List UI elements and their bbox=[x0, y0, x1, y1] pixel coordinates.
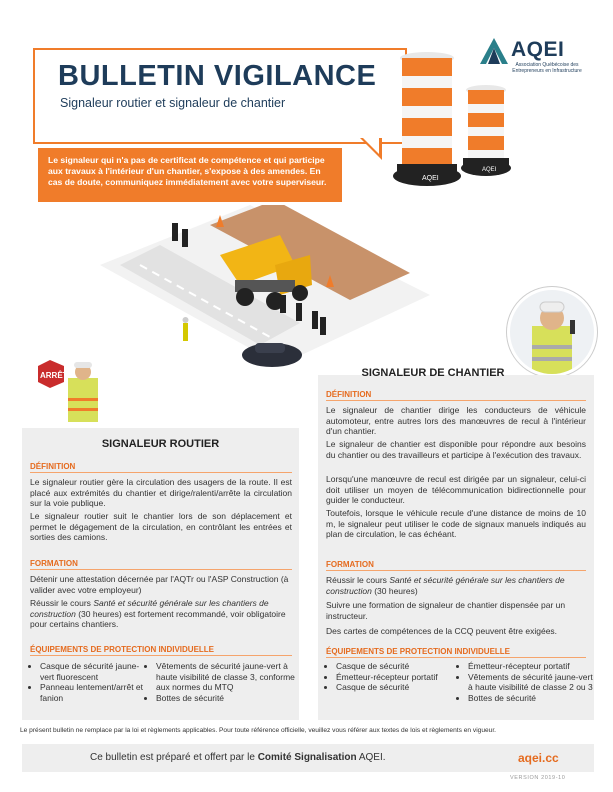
list-item: • Bottes de sécurité bbox=[156, 693, 304, 704]
text-run: (30 heures) est fortement recommandé, voir obligatoire pour certains chantiers. bbox=[30, 608, 286, 630]
stop-sign-text: ARRÊT bbox=[40, 371, 68, 380]
text-run: Réussir le cours bbox=[30, 598, 94, 608]
divider bbox=[326, 570, 586, 571]
version-label: VERSION 2019-10 bbox=[510, 775, 566, 781]
text-run: Réussir le cours bbox=[326, 575, 390, 585]
barrels-illustration bbox=[392, 46, 512, 196]
road-definition-p1: Le signaleur routier gère la circulation des usagers de la route. Il est placé aux extrémités du chantier et dirige/ralenti/arrête la circulation sur la voie publique. bbox=[30, 477, 292, 509]
site-definition-p4: Toutefois, lorsque le véhicule recule d'une distance de moins de 10 m, le signaleur peut utiliser le code de signaux manuels indiqués au plan de circulation, le cas échéant. bbox=[326, 508, 586, 540]
logo-name: AQEI bbox=[511, 38, 565, 61]
divider bbox=[326, 400, 586, 401]
list-item: • Casque de sécurité jaune-vert fluorescent bbox=[40, 661, 150, 682]
list-item: • Casque de sécurité bbox=[336, 682, 464, 693]
list-item: • Émetteur-récepteur portatif bbox=[336, 672, 464, 683]
worksite-illustration bbox=[100, 205, 430, 385]
road-flagger-illustration bbox=[28, 358, 108, 432]
road-definition-p2: Le signaleur routier suit le chantier lors de son déplacement et permet le dégagement de la circulation, en contrôlant les entrées et sorties des camions. bbox=[30, 511, 292, 543]
site-definition-p2: Le signaleur de chantier est disponible pour répondre aux besoins du chantier ou des travailleurs et participe à l'exécution des travaux. bbox=[326, 439, 586, 460]
course-name: Santé et sécurité générale sur les chantiers de construction bbox=[30, 598, 269, 619]
committee-name: Comité Signalisation bbox=[257, 752, 357, 763]
road-formation-p2 bbox=[30, 598, 292, 630]
site-definition-heading: DÉFINITION bbox=[326, 390, 372, 399]
footer-credit bbox=[90, 752, 386, 763]
list-item: • Émetteur-récepteur portatif bbox=[468, 661, 598, 672]
road-formation-heading: FORMATION bbox=[30, 559, 78, 568]
website-link[interactable]: aqei.cc bbox=[518, 751, 559, 765]
course-name: Santé et sécurité générale sur les chantiers de construction bbox=[326, 575, 565, 596]
site-formation-p3: Des cartes de compétences de la CCQ peuvent être exigées. bbox=[326, 626, 558, 636]
site-formation-heading: FORMATION bbox=[326, 560, 374, 569]
text-run: (30 heures) bbox=[371, 585, 418, 596]
road-epi-heading: ÉQUIPEMENTS DE PROTECTION INDIVIDUELLE bbox=[30, 645, 215, 654]
site-epi-list-1 bbox=[326, 661, 464, 693]
list-item: • Bottes de sécurité bbox=[468, 693, 598, 704]
car bbox=[242, 343, 302, 367]
divider bbox=[30, 472, 292, 473]
warning-text: Le signaleur qui n'a pas de certificat de compétence et qui participe aux travaux à l'intérieur d'un chantier, s'expose à des amendes. En cas de doute, communiquez immédiatement avec votre superviseur. bbox=[48, 155, 327, 187]
list-item: • Vêtements de sécurité jaune-vert à haute visibilité de classe 3, conforme aux normes du MTQ bbox=[156, 661, 304, 693]
barrel-large-label: AQEI bbox=[422, 175, 439, 182]
barrel-small bbox=[461, 85, 511, 176]
road-flagger-heading: SIGNALEUR ROUTIER bbox=[101, 438, 220, 450]
road-formation-p1: Détenir une attestation décernée par l'AQTr ou l'ASP Construction (à valider avec votre employeur) bbox=[30, 574, 289, 595]
list-item: • Casque de sécurité bbox=[336, 661, 464, 672]
legal-note: Le présent bulletin ne remplace par la loi et règlements applicables. Pour toute référence officielle, veuillez vous référer aux textes de lois et règlements en vigueur. bbox=[20, 727, 496, 734]
site-formation-p1 bbox=[326, 575, 586, 596]
road-epi-list-2 bbox=[146, 661, 304, 703]
list-item: • Vêtements de sécurité jaune-vert à haute visibilité de classe 2 ou 3 bbox=[468, 672, 598, 693]
site-definition-p1: Le signaleur de chantier dirige les conducteurs de véhicule automoteur, entre autres lors des manœuvres de recul à l'intérieur d'un chantier. bbox=[326, 405, 586, 437]
speech-tail-inner bbox=[362, 137, 379, 154]
warning-box bbox=[38, 148, 342, 202]
text-run: Ce bulletin est préparé et offert par le bbox=[90, 752, 258, 763]
road-definition-heading: DÉFINITION bbox=[30, 462, 76, 471]
site-definition-p3: Lorsqu'une manœuvre de recul est dirigée par un signaleur, celui-ci doit utiliser un moyen de télécommunication bidirectionnelle pour guider le conducteur. bbox=[326, 474, 586, 506]
site-epi-list-2 bbox=[458, 661, 598, 703]
road-epi-list-1 bbox=[30, 661, 150, 703]
site-flagger-heading: SIGNALEUR DE CHANTIER bbox=[361, 367, 505, 379]
worker-figure bbox=[183, 317, 189, 341]
list-item: • Panneau lentement/arrêt et fanion bbox=[40, 682, 150, 703]
divider bbox=[326, 657, 586, 658]
site-formation-p2: Suivre une formation de signaleur de chantier dispensée par un instructeur. bbox=[326, 600, 566, 621]
divider bbox=[30, 655, 292, 656]
barrel-large bbox=[393, 52, 461, 186]
barrel-small-label: AQEI bbox=[482, 167, 497, 173]
divider bbox=[30, 569, 292, 570]
text-run: AQEI. bbox=[356, 752, 386, 763]
site-flagger-photo bbox=[507, 287, 597, 377]
logo-subtitle: Association Québécoise des Entrepreneurs en Infrastructure bbox=[512, 62, 582, 74]
page-title: BULLETIN VIGILANCE bbox=[58, 60, 377, 92]
page-subtitle: Signaleur routier et signaleur de chantier bbox=[60, 96, 286, 110]
site-epi-heading: ÉQUIPEMENTS DE PROTECTION INDIVIDUELLE bbox=[326, 647, 511, 656]
